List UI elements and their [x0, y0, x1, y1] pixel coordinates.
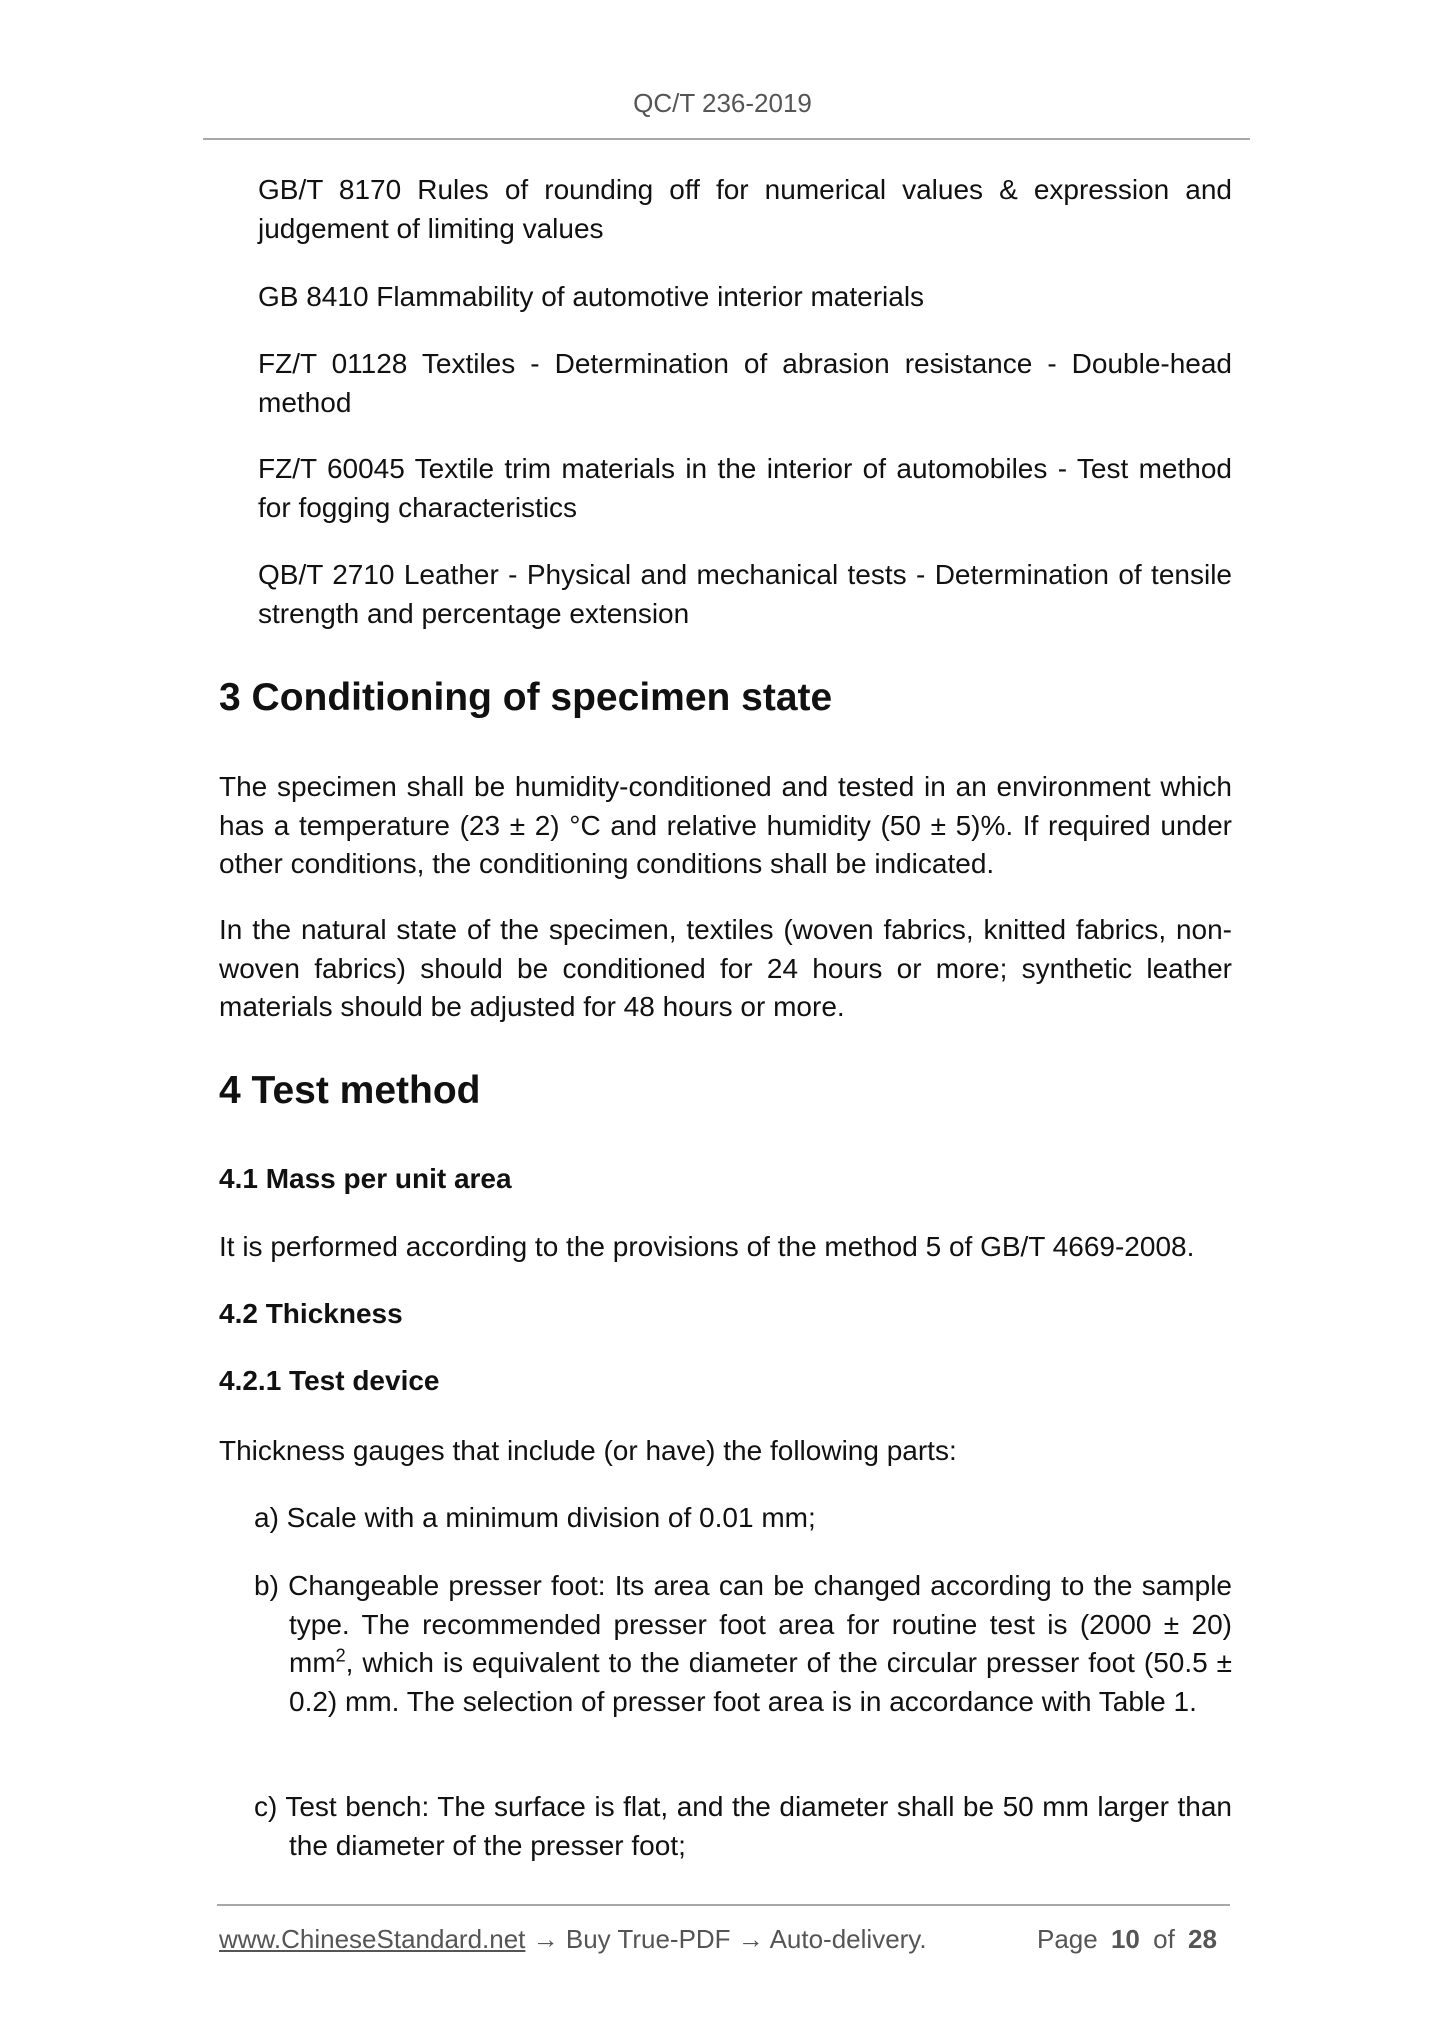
website-link[interactable]: www.ChineseStandard.net [219, 1924, 526, 1954]
section-4-1-heading: 4.1 Mass per unit area [219, 1163, 512, 1194]
current-page: 10 [1110, 1924, 1140, 1954]
reference-fzt01128: FZ/T 01128 Textiles - Determination of abrasion resistance - Double-head method [258, 348, 1232, 418]
section-4-1-text: It is performed according to the provisions of the method 5 of GB/T 4669-2008. [219, 1231, 1195, 1262]
reference-gbt8170: GB/T 8170 Rules of rounding off for numerical values & expression and judgement of limiting values [258, 174, 1232, 244]
reference-qbt2710: QB/T 2710 Leather - Physical and mechanical tests - Determination of tensile strength and percentage extension [258, 559, 1232, 629]
footer-divider [217, 1904, 1230, 1906]
footer-promo-text: → Buy True-PDF → Auto-delivery. [525, 1924, 927, 1954]
section-3-paragraph-1: The specimen shall be humidity-conditioned and tested in an environment which has a temperature (23 ± 2) °C and relative humidity (50 ± 5)%. If required under other conditions, the conditioning conditions shall be indicated. [219, 771, 1232, 879]
section-3-heading: 3 Conditioning of specimen state [219, 676, 833, 719]
total-pages: 28 [1188, 1924, 1217, 1954]
section-3-paragraph-2: In the natural state of the specimen, textiles (woven fabrics, knitted fabrics, non-woven fabrics) should be conditioned for 24 hours or more; synthetic leather materials should be adjusted for 48 hours or more. [219, 914, 1232, 1022]
page-number [1037, 1924, 1217, 1955]
section-4-2-1-intro: Thickness gauges that include (or have) the following parts: [219, 1435, 957, 1466]
of-label: of [1153, 1924, 1175, 1954]
section-4-heading: 4 Test method [219, 1069, 481, 1112]
reference-fzt60045: FZ/T 60045 Textile trim materials in the interior of automobiles - Test method for fogging characteristics [258, 453, 1232, 523]
section-4-2-1-heading: 4.2.1 Test device [219, 1365, 440, 1396]
list-item-b-text-2: , which is equivalent to the diameter of the circular presser foot (50.5 ± 0.2) mm. The selection of presser foot area is in accordance with Table 1. [289, 1647, 1232, 1717]
list-item-b [254, 1567, 1232, 1721]
reference-gb8410: GB 8410 Flammability of automotive interior materials [258, 281, 925, 312]
list-item-a: a) Scale with a minimum division of 0.01 mm; [254, 1502, 816, 1533]
superscript-2: 2 [335, 1645, 346, 1666]
list-item-c: c) Test bench: The surface is flat, and the diameter shall be 50 mm larger than the diameter of the presser foot; [254, 1791, 1232, 1861]
footer-promo [219, 1924, 927, 1955]
document-id-header: QC/T 236-2019 [633, 88, 812, 118]
header-divider [203, 138, 1250, 140]
section-4-2-heading: 4.2 Thickness [219, 1298, 403, 1329]
list-item-b-text-1: b) Changeable presser foot: Its area can be changed according to the sample type. The recommended presser foot area for routine test is (2000 ± 20) mm [254, 1570, 1232, 1678]
page-label: Page [1037, 1924, 1098, 1954]
